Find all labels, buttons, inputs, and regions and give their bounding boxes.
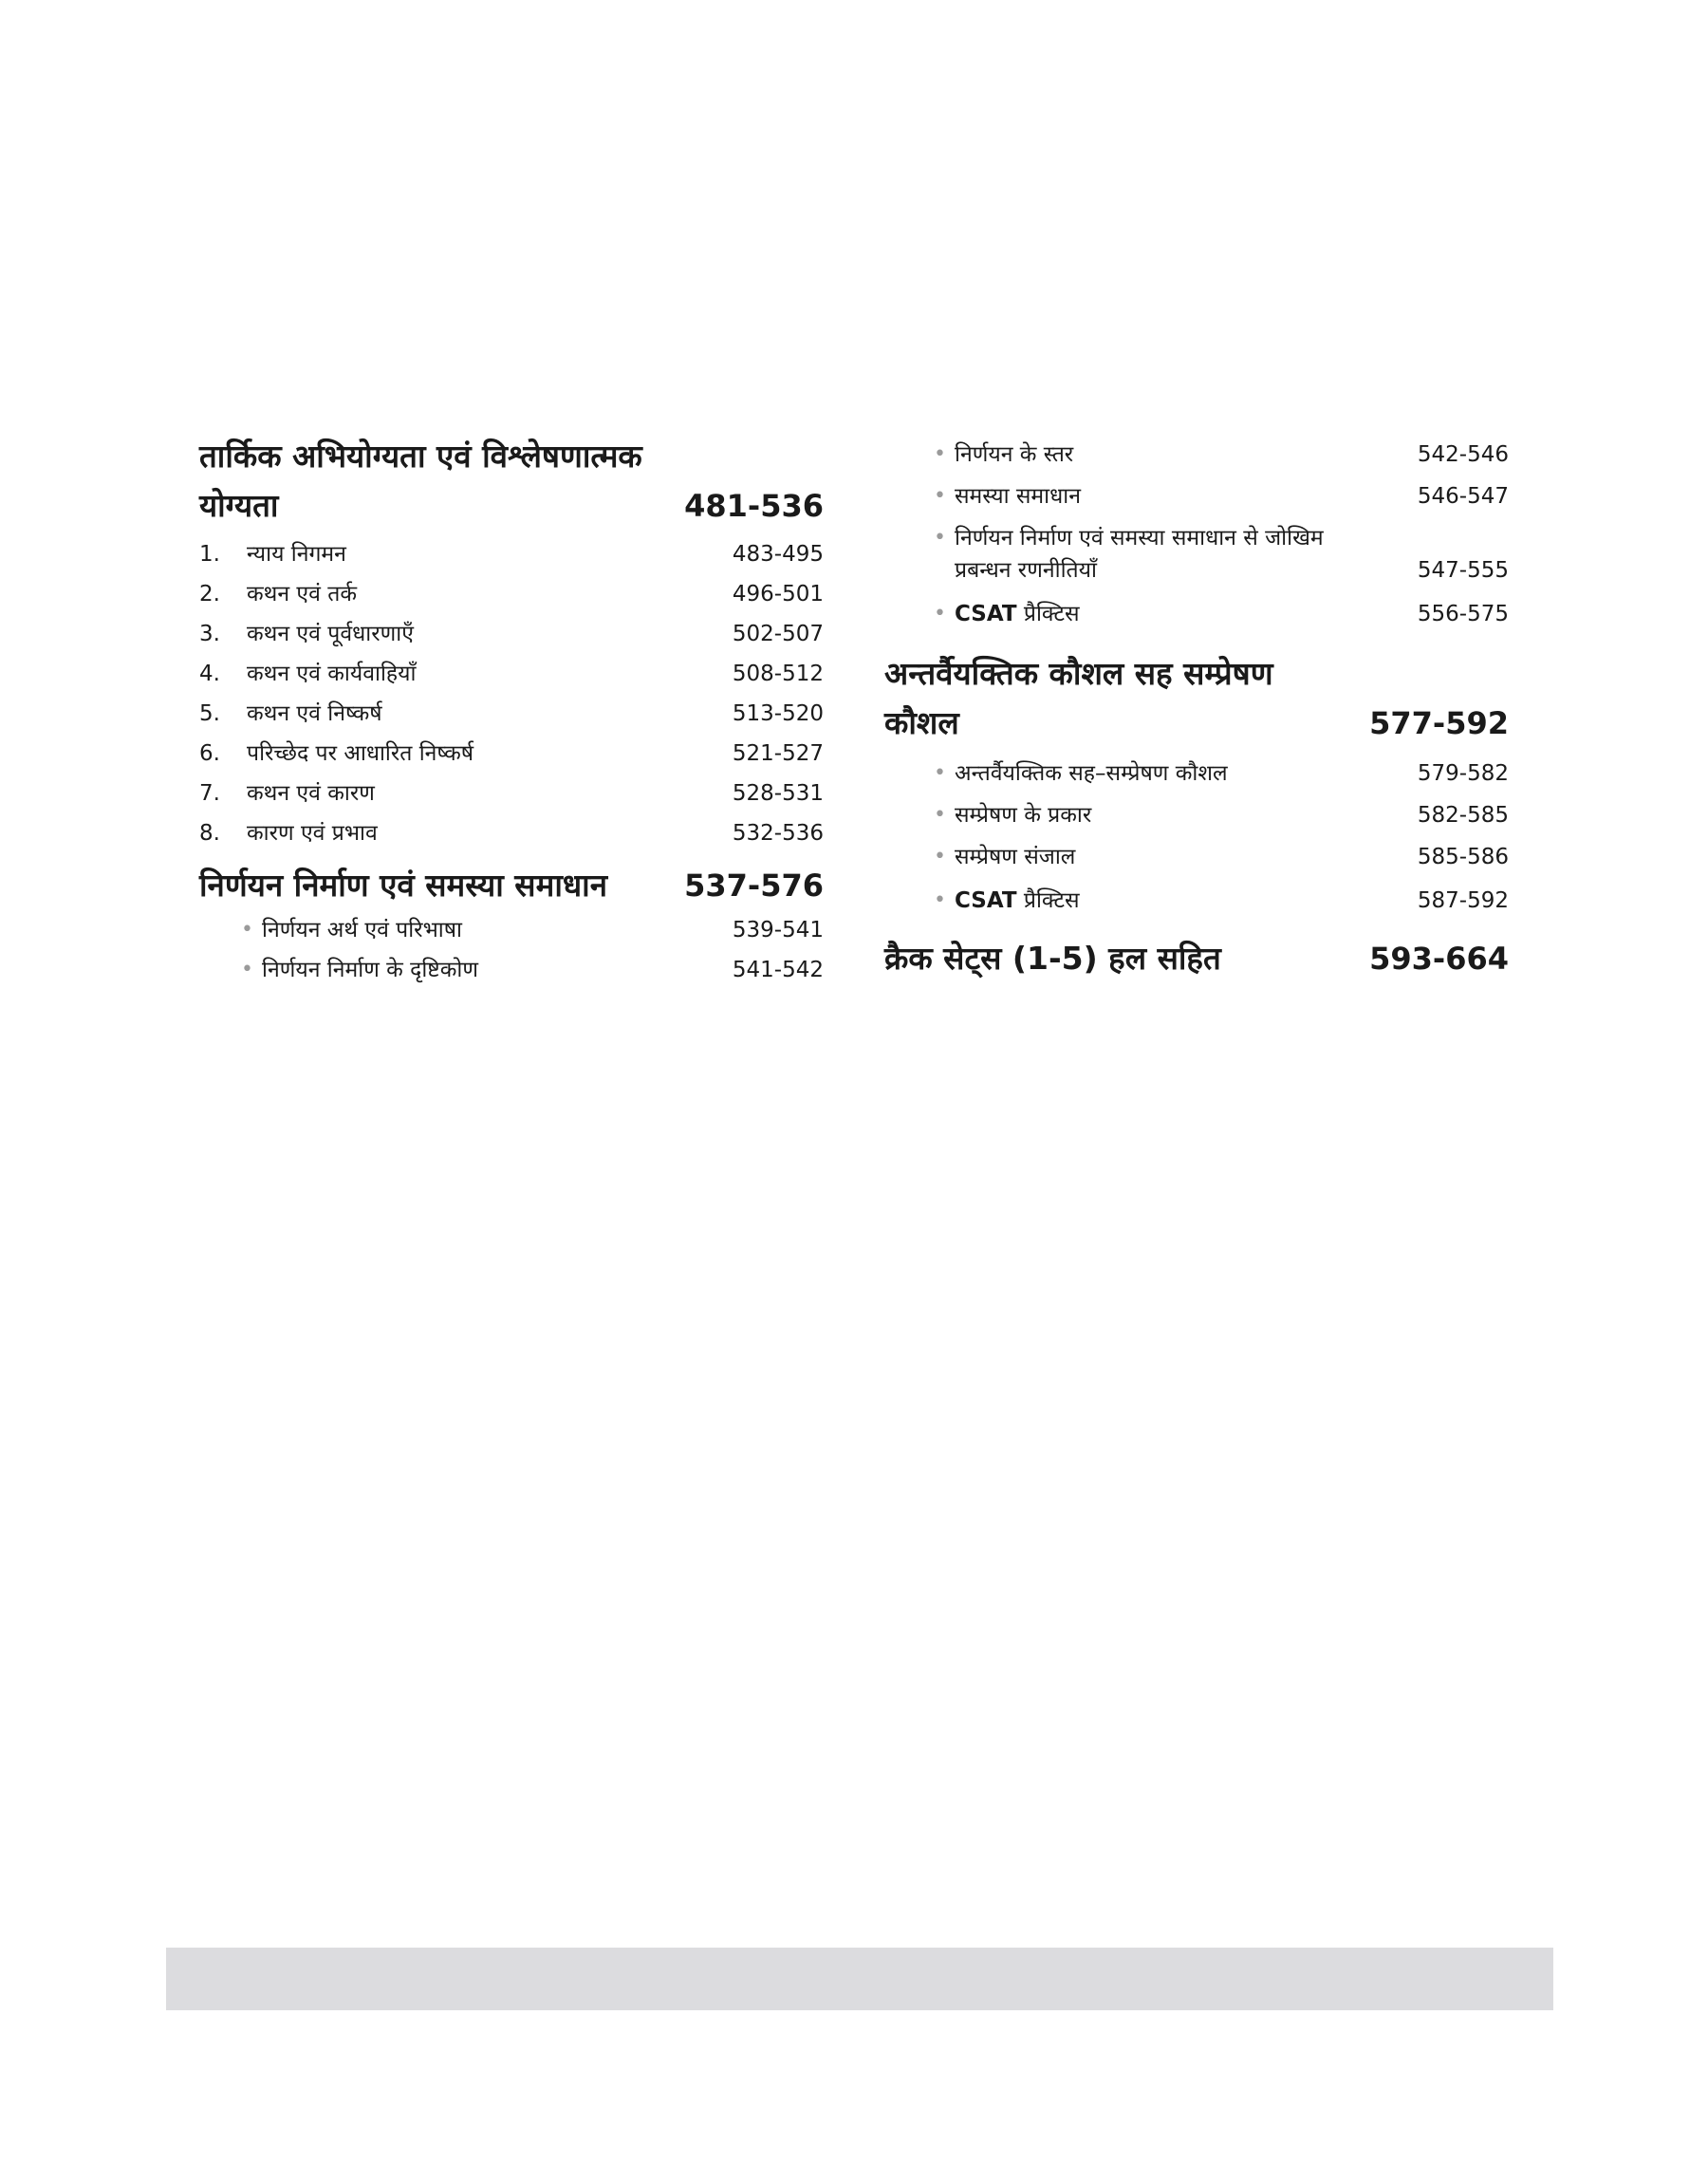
toc-item[interactable] (199, 698, 824, 730)
item-label: निर्णयन निर्माण के दृष्टिकोण (262, 958, 478, 982)
item-number: 8. (199, 821, 220, 846)
section-title-line2: कौशल (884, 704, 959, 741)
toc-right-column (884, 438, 1509, 983)
item-label: कथन एवं निष्कर्ष (247, 701, 382, 726)
item-pages: 508-512 (732, 662, 824, 686)
section-title: क्रैक सेट्स (1-5) हल सहित (884, 940, 1221, 977)
bullet-icon: • (241, 918, 253, 942)
toc-item[interactable] (884, 841, 1509, 873)
section-crack-sets (884, 934, 1509, 983)
item-pages: 532-536 (732, 821, 824, 846)
item-pages: 582-585 (1417, 803, 1509, 828)
item-pages: 513-520 (732, 701, 824, 726)
item-pages: 585-586 (1417, 845, 1509, 869)
bullet-icon: • (934, 526, 946, 550)
toc-item[interactable] (884, 757, 1509, 790)
item-label: अन्तर्वैयक्तिक सह–सम्प्रेषण कौशल (955, 761, 1228, 786)
item-number: 5. (199, 701, 220, 726)
csat-label: CSAT (955, 602, 1017, 626)
item-pages: 579-582 (1417, 761, 1509, 786)
item-label: न्याय निगमन (247, 542, 346, 567)
footer-bar (166, 1948, 1553, 2010)
item-label-multiline (955, 522, 1399, 587)
toc-item[interactable] (199, 737, 824, 770)
item-pages: 547-555 (1417, 558, 1509, 583)
item-pages: 541-542 (732, 958, 824, 982)
item-label: कथन एवं कारण (247, 781, 375, 806)
item-label: सम्प्रेषण के प्रकार (955, 803, 1092, 828)
item-number: 4. (199, 662, 220, 686)
item-label (955, 598, 1399, 630)
bullet-icon: • (934, 442, 946, 466)
toc-item[interactable] (884, 598, 1509, 630)
item-label: निर्णयन अर्थ एवं परिभाषा (262, 918, 462, 942)
toc-item[interactable] (884, 522, 1509, 587)
toc-item[interactable] (199, 618, 824, 650)
item-number: 1. (199, 542, 220, 567)
toc-item[interactable] (199, 914, 824, 946)
item-label: कथन एवं पूर्वधारणाएँ (247, 622, 414, 646)
item-pages: 502-507 (732, 622, 824, 646)
item-pages: 587-592 (1417, 888, 1509, 913)
bullet-icon: • (934, 803, 946, 827)
bullet-icon: • (241, 958, 253, 981)
item-pages: 483-495 (732, 542, 824, 567)
item-label-line1: निर्णयन निर्माण एवं समस्या समाधान से जोखिम (955, 526, 1324, 550)
item-pages: 546-547 (1417, 484, 1509, 509)
section-title-line1: तार्किक अभियोग्यता एवं विश्लेषणात्मक (199, 438, 642, 475)
toc-item[interactable] (199, 777, 824, 810)
practice-label: प्रैक्टिस (1016, 888, 1080, 913)
toc-item[interactable] (884, 799, 1509, 831)
item-label: कथन एवं कार्यवाहियाँ (247, 662, 417, 686)
item-number: 3. (199, 622, 220, 646)
bullet-icon: • (934, 845, 946, 868)
item-pages: 556-575 (1417, 602, 1509, 626)
section-pages: 577-592 (1369, 705, 1509, 741)
item-label-line2: प्रबन्धन रणनीतियाँ (955, 558, 1097, 583)
item-label: सम्प्रेषण संजाल (955, 845, 1076, 869)
item-number: 2. (199, 582, 220, 606)
item-pages: 521-527 (732, 741, 824, 766)
csat-label: CSAT (955, 888, 1017, 913)
section-decision-making-continued (884, 438, 1509, 630)
toc-item[interactable] (199, 538, 824, 570)
toc-item[interactable] (884, 438, 1509, 471)
toc-item[interactable] (199, 658, 824, 690)
section-reasoning (199, 432, 824, 849)
item-pages: 528-531 (732, 781, 824, 806)
section-pages: 537-576 (684, 868, 824, 904)
toc-left-column (199, 432, 824, 986)
item-label: कारण एवं प्रभाव (247, 821, 378, 846)
section-title-line1: अन्तर्वैयक्तिक कौशल सह सम्प्रेषण (884, 655, 1273, 692)
item-number: 7. (199, 781, 220, 806)
bullet-icon: • (934, 484, 946, 508)
item-label (955, 885, 1399, 917)
section-title: निर्णयन निर्माण एवं समस्या समाधान (199, 867, 608, 904)
item-label: परिच्छेद पर आधारित निष्कर्ष (247, 741, 474, 766)
section-decision-making (199, 861, 824, 986)
toc-item[interactable] (884, 480, 1509, 513)
toc-item[interactable] (199, 817, 824, 849)
section-title-line2: योग्यता (199, 487, 279, 524)
practice-label: प्रैक्टिस (1016, 602, 1080, 626)
section-pages: 481-536 (684, 488, 824, 524)
item-number: 6. (199, 741, 220, 766)
item-pages: 539-541 (732, 918, 824, 942)
item-label: समस्या समाधान (955, 484, 1081, 509)
item-pages: 496-501 (732, 582, 824, 606)
section-pages: 593-664 (1369, 941, 1509, 977)
bullet-icon: • (934, 602, 946, 625)
item-label: कथन एवं तर्क (247, 582, 358, 606)
item-pages: 542-546 (1417, 442, 1509, 467)
item-label: निर्णयन के स्तर (955, 442, 1074, 467)
section-interpersonal-skills (884, 649, 1509, 917)
toc-item[interactable] (199, 578, 824, 610)
toc-item[interactable] (884, 885, 1509, 917)
toc-item[interactable] (199, 954, 824, 986)
bullet-icon: • (934, 888, 946, 912)
bullet-icon: • (934, 761, 946, 785)
